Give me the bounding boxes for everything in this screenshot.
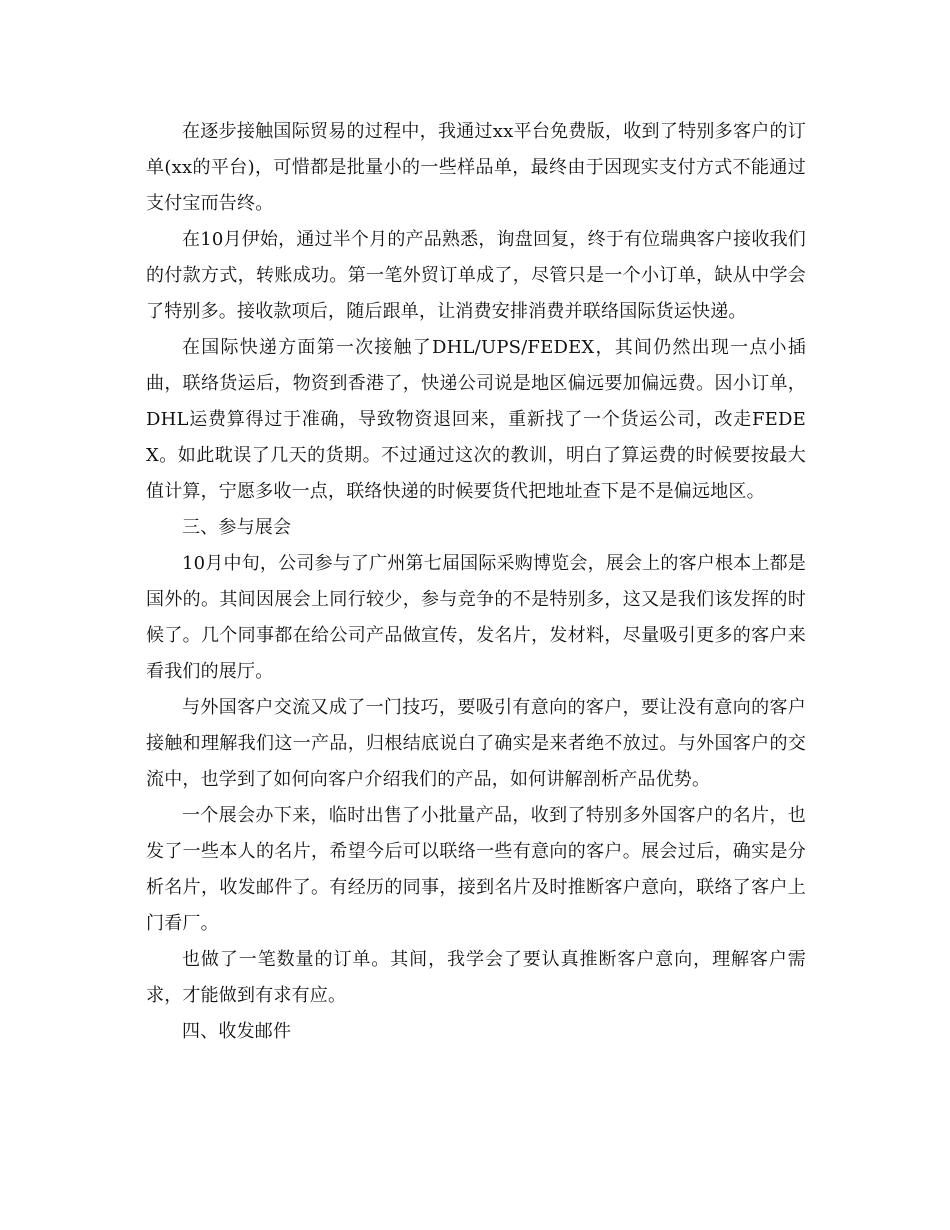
paragraph-1: 在逐步接触国际贸易的过程中，我通过xx平台免费版，收到了特别多客户的订单(xx的平台)，可惜都是批量小的一些样品单，最终由于因现实支付方式不能通过支付宝而告终。 <box>146 121 806 214</box>
section-heading-3: 三、参与展会 <box>182 517 292 538</box>
paragraph-4: 10月中旬，公司参与了广州第七届国际采购博览会，展会上的客户根本上都是国外的。其间因展会上同行较少，参与竞争的不是特别多，这又是我们该发挥的时候了。几个同事都在给公司产品做宣传，发名片，发材料，尽量吸引更多的客户来看我们的展厅。 <box>146 553 806 682</box>
section-heading-4: 四、收发邮件 <box>182 1021 292 1042</box>
paragraph-3: 在国际快递方面第一次接触了DHL/UPS/FEDEX，其间仍然出现一点小插曲，联络货运后，物资到香港了，快递公司说是地区偏远要加偏远费。因小订单，DHL运费算得过于准确，导致物资退回来，重新找了一个货运公司，改走FEDEX。如此耽误了几天的货期。不过通过这次的教训，明白了算运费的时候要按最大值计算，宁愿多收一点，联络快递的时候要货代把地址查下是不是偏远地区。 <box>146 337 806 502</box>
paragraph-2: 在10月伊始，通过半个月的产品熟悉，询盘回复，终于有位瑞典客户接收我们的付款方式，转账成功。第一笔外贸订单成了，尽管只是一个小订单，缺从中学会了特别多。接收款项后，随后跟单，让消费安排消费并联络国际货运快递。 <box>146 229 806 322</box>
document-body <box>146 114 806 1050</box>
paragraph-6: 一个展会办下来，临时出售了小批量产品，收到了特别多外国客户的名片，也发了一些本人的名片，希望今后可以联络一些有意向的客户。展会过后，确实是分析名片，收发邮件了。有经历的同事，接到名片及时推断客户意向，联络了客户上门看厂。 <box>146 805 806 934</box>
paragraph-5: 与外国客户交流又成了一门技巧，要吸引有意向的客户，要让没有意向的客户接触和理解我们这一产品，归根结底说白了确实是来者绝不放过。与外国客户的交流中，也学到了如何向客户介绍我们的产品，如何讲解剖析产品优势。 <box>146 697 806 790</box>
paragraph-7: 也做了一笔数量的订单。其间，我学会了要认真推断客户意向，理解客户需求，才能做到有求有应。 <box>146 949 806 1006</box>
